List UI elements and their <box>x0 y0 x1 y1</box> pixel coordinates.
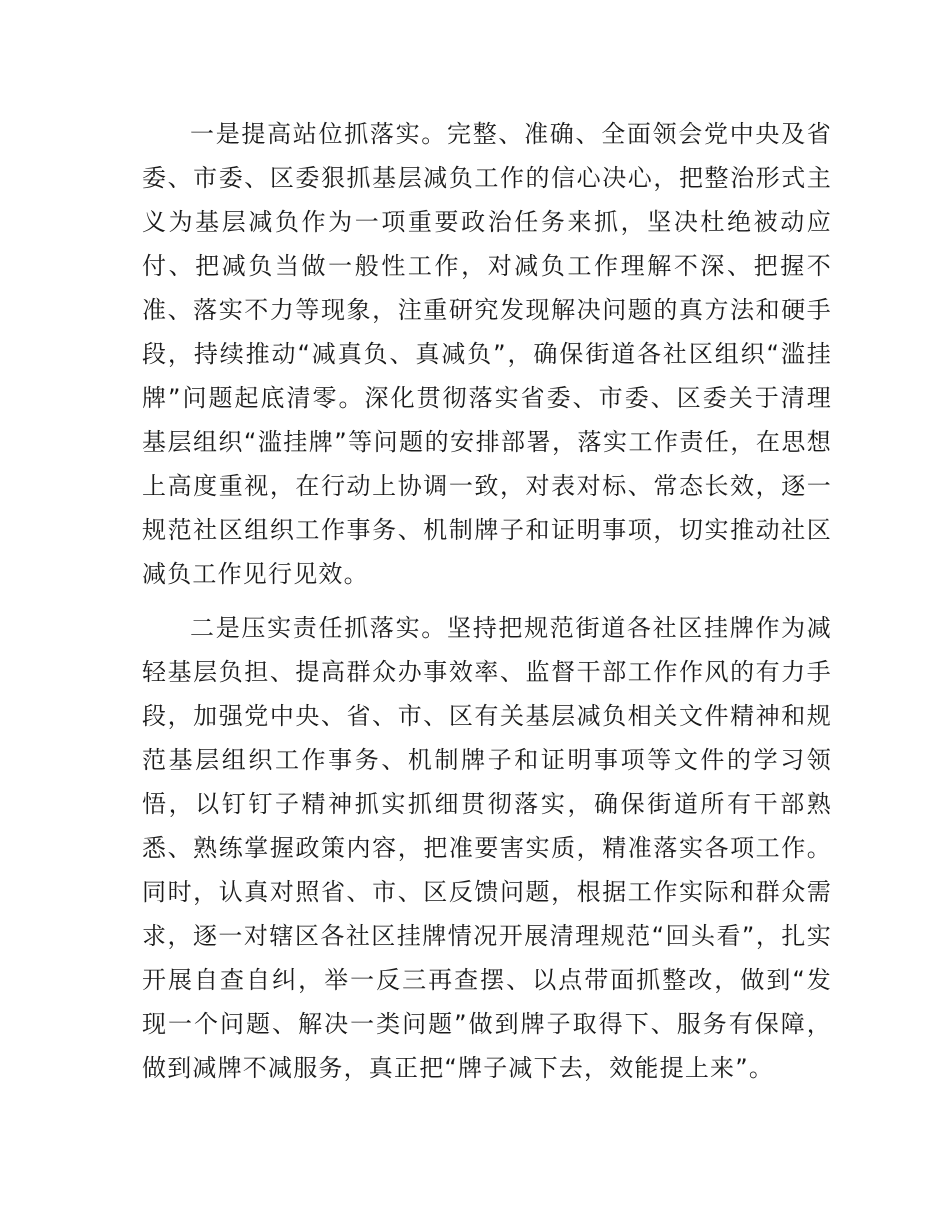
paragraph-1: 一是提高站位抓落实。完整、准确、全面领会党中央及省委、市委、区委狠抓基层减负工作的信心决心，把整治形式主义为基层减负作为一项重要政治任务来抓，坚决杜绝被动应付、把减负当做一般性工作，对减负工作理解不深、把握不准、落实不力等现象，注重研究发现解决问题的真方法和硬手段，持续推动“减真负、真减负”，确保街道各社区组织“滥挂牌”问题起底清零。深化贯彻落实省委、市委、区委关于清理基层组织“滥挂牌”等问题的安排部署，落实工作责任，在思想上高度重视，在行动上协调一致，对表对标、常态长效，逐一规范社区组织工作事务、机制牌子和证明事项，切实推动社区减负工作见行见效。 <box>142 120 832 588</box>
paragraph-2: 二是压实责任抓落实。坚持把规范街道各社区挂牌作为减轻基层负担、提高群众办事效率、监督干部工作作风的有力手段，加强党中央、省、市、区有关基层减负相关文件精神和规范基层组织工作事务、机制牌子和证明事项等文件的学习领悟，以钉钉子精神抓实抓细贯彻落实，确保街道所有干部熟悉、熟练掌握政策内容，把准要害实质，精准落实各项工作。同时，认真对照省、市、区反馈问题，根据工作实际和群众需求，逐一对辖区各社区挂牌情况开展清理规范“回头看”，扎实开展自查自纠，举一反三再查摆、以点带面抓整改，做到“发现一个问题、解决一类问题”做到牌子取得下、服务有保障，做到减牌不减服务，真正把“牌子减下去，效能提上来”。 <box>142 614 832 1082</box>
document-body <box>142 112 832 1090</box>
